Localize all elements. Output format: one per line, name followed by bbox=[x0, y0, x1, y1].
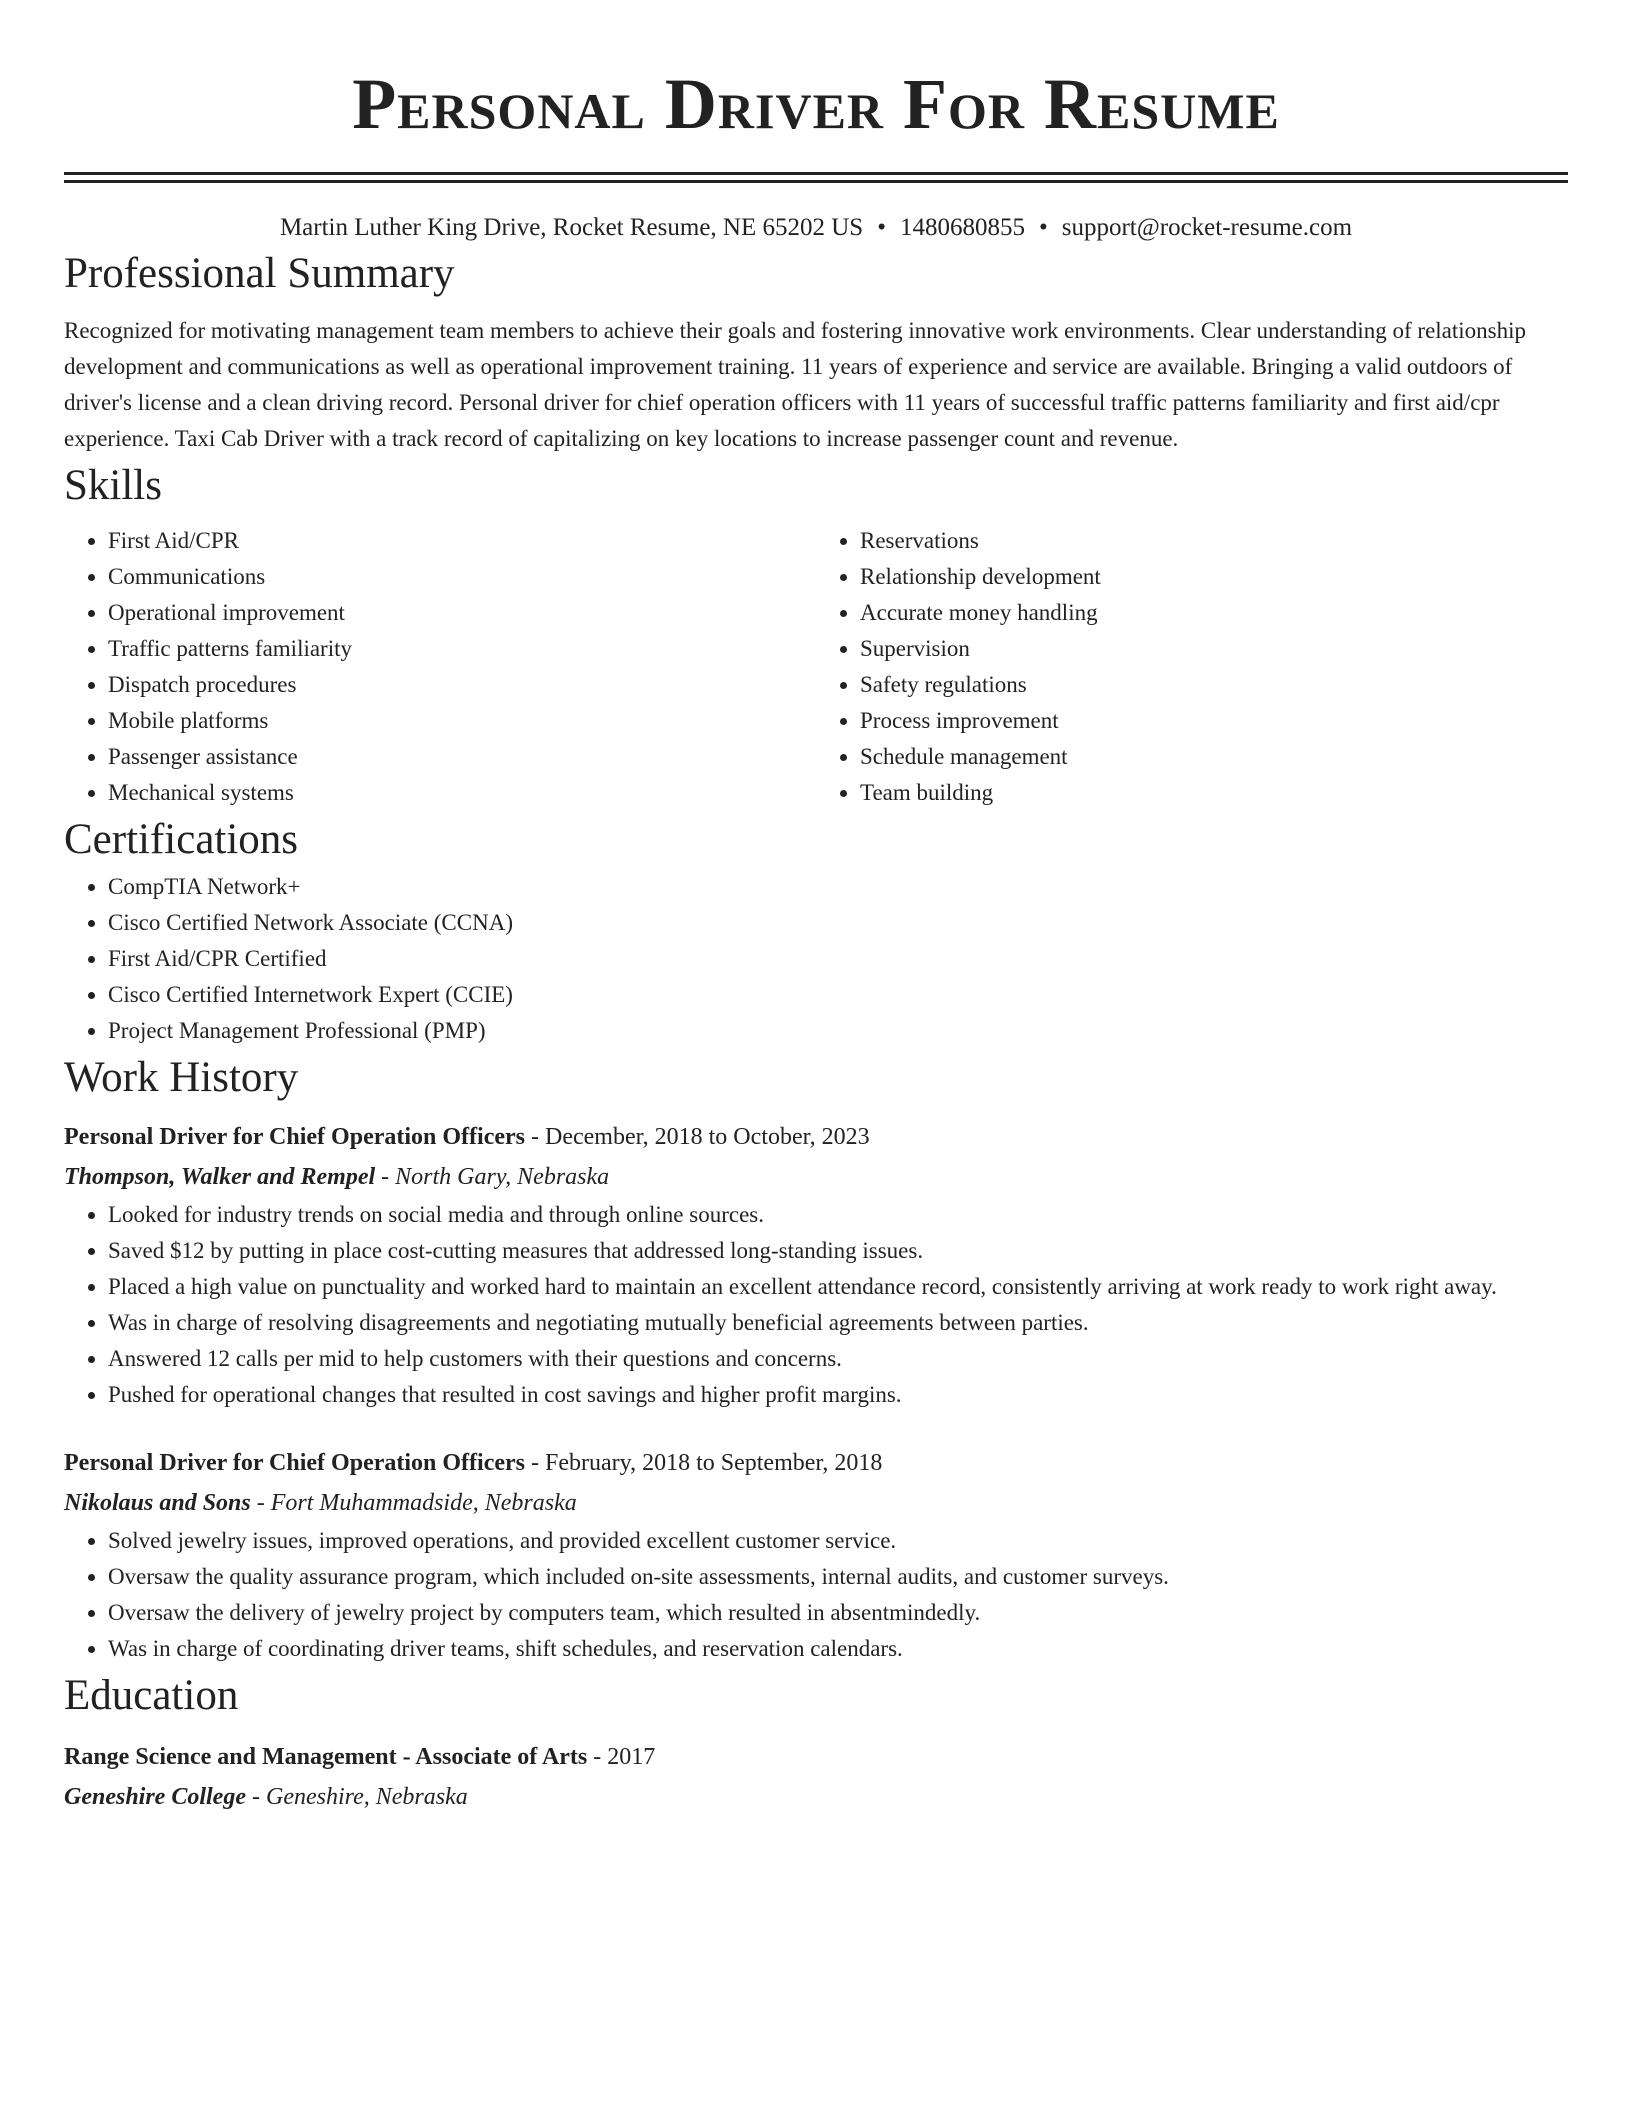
job-duty: • Placed a high value on punctuality and worked hard to maintain an excellent attendance record, consistently arriving at work ready to work right away. bbox=[108, 1269, 1568, 1305]
job-duty: • Solved jewelry issues, improved operations, and provided excellent customer service. bbox=[108, 1523, 1568, 1559]
skill-item: • Relationship development bbox=[860, 559, 1568, 595]
skill-item: • Schedule management bbox=[860, 739, 1568, 775]
skill-item: • Process improvement bbox=[860, 703, 1568, 739]
education-heading: Education bbox=[64, 1672, 239, 1719]
job-duty: • Answered 12 calls per mid to help customers with their questions and concerns. bbox=[108, 1341, 1568, 1377]
summary-heading: Professional Summary bbox=[64, 250, 455, 297]
job-title-line bbox=[64, 1443, 1568, 1483]
skills-list-right bbox=[816, 523, 1568, 811]
skill-item: • Safety regulations bbox=[860, 667, 1568, 703]
work-history-heading: Work History bbox=[64, 1054, 299, 1101]
education-school: Geneshire College bbox=[64, 1784, 246, 1810]
skill-item: • First Aid/CPR bbox=[108, 523, 816, 559]
certification-item: • Cisco Certified Network Associate (CCNA) bbox=[108, 905, 1568, 941]
company-location: Fort Muhammadside, Nebraska bbox=[270, 1490, 577, 1516]
certification-item: • Cisco Certified Internetwork Expert (CCIE) bbox=[108, 977, 1568, 1013]
title-divider bbox=[64, 172, 1568, 183]
company-dash: - bbox=[250, 1490, 271, 1516]
company-dash: - bbox=[375, 1164, 396, 1190]
education-school-line bbox=[64, 1777, 1568, 1817]
skill-item: • Dispatch procedures bbox=[108, 667, 816, 703]
skill-item: • Mobile platforms bbox=[108, 703, 816, 739]
certifications-list bbox=[64, 869, 1568, 1049]
skill-item: • Reservations bbox=[860, 523, 1568, 559]
company-name: Nikolaus and Sons bbox=[64, 1490, 251, 1516]
job-entry bbox=[64, 1443, 1568, 1667]
certifications-heading: Certifications bbox=[64, 816, 299, 863]
skill-item: • Operational improvement bbox=[108, 595, 816, 631]
contact-line bbox=[64, 211, 1568, 245]
job-entry bbox=[64, 1117, 1568, 1413]
education-degree-line bbox=[64, 1737, 1568, 1777]
education-degree: Range Science and Management - Associate of Arts bbox=[64, 1744, 588, 1770]
skill-item: • Team building bbox=[860, 775, 1568, 811]
skill-item: • Traffic patterns familiarity bbox=[108, 631, 816, 667]
job-duty: • Was in charge of coordinating driver teams, shift schedules, and reservation calendars. bbox=[108, 1631, 1568, 1667]
skill-item: • Passenger assistance bbox=[108, 739, 816, 775]
job-duties-list bbox=[64, 1197, 1568, 1413]
education-location: Geneshire, Nebraska bbox=[265, 1784, 468, 1810]
skills-list-left bbox=[64, 523, 816, 811]
job-duty: • Oversaw the delivery of jewelry project by computers team, which resulted in absentmindedly. bbox=[108, 1595, 1568, 1631]
job-dash: - bbox=[525, 1450, 545, 1476]
job-dash: - bbox=[525, 1124, 545, 1150]
contact-separator: • bbox=[877, 214, 886, 241]
certification-item: • First Aid/CPR Certified bbox=[108, 941, 1568, 977]
contact-address: Martin Luther King Drive, Rocket Resume, NE 65202 US bbox=[279, 214, 864, 241]
job-title-line bbox=[64, 1117, 1568, 1157]
contact-separator: • bbox=[1038, 214, 1048, 241]
job-duty: • Pushed for operational changes that resulted in cost savings and higher profit margins. bbox=[108, 1377, 1568, 1413]
job-title: Personal Driver for Chief Operation Officers bbox=[64, 1124, 525, 1150]
skills-heading: Skills bbox=[64, 462, 162, 509]
job-duties-list bbox=[64, 1523, 1568, 1667]
skill-item: • Supervision bbox=[860, 631, 1568, 667]
certification-item: • CompTIA Network+ bbox=[108, 869, 1568, 905]
company-line bbox=[64, 1483, 1568, 1523]
company-name: Thompson, Walker and Rempel bbox=[64, 1164, 376, 1190]
job-duty: • Looked for industry trends on social media and through online sources. bbox=[108, 1197, 1568, 1233]
skill-item: • Mechanical systems bbox=[108, 775, 816, 811]
job-dates: December, 2018 to October, 2023 bbox=[545, 1124, 870, 1150]
job-dates: February, 2018 to September, 2018 bbox=[545, 1450, 883, 1476]
skill-item: • Accurate money handling bbox=[860, 595, 1568, 631]
contact-phone: 1480680855 bbox=[899, 214, 1025, 241]
company-line bbox=[64, 1157, 1568, 1197]
education-dash: - bbox=[587, 1744, 608, 1770]
skill-item: • Communications bbox=[108, 559, 816, 595]
job-duty: • Saved $12 by putting in place cost-cutting measures that addressed long-standing issues. bbox=[108, 1233, 1568, 1269]
education-school-dash: - bbox=[245, 1784, 266, 1810]
job-duty: • Was in charge of resolving disagreements and negotiating mutually beneficial agreements between parties. bbox=[108, 1305, 1568, 1341]
company-location: North Gary, Nebraska bbox=[395, 1164, 610, 1190]
resume-title: Personal Driver For Resume bbox=[352, 64, 1280, 144]
job-title: Personal Driver for Chief Operation Officers bbox=[64, 1450, 525, 1476]
skills-columns bbox=[64, 523, 1568, 811]
education-year: 2017 bbox=[607, 1744, 656, 1770]
summary-text: Recognized for motivating management team members to achieve their goals and fostering innovative work environments. Clear understanding of relationship development and communications as well as operational improvement training. 11 years of experience and service are available. Bringing a valid outdoors of driver's license and a clean driving record. Personal driver for chief operation officers with 11 years of successful traffic patterns familiarity and first aid/cpr experience. Taxi Cab Driver with a track record of capitalizing on key locations to increase passenger count and revenue. bbox=[64, 318, 1526, 451]
certification-item: • Project Management Professional (PMP) bbox=[108, 1013, 1568, 1049]
contact-email: support@rocket-resume.com bbox=[1061, 214, 1353, 241]
job-duty: • Oversaw the quality assurance program, which included on-site assessments, internal audits, and customer surveys. bbox=[108, 1559, 1568, 1595]
